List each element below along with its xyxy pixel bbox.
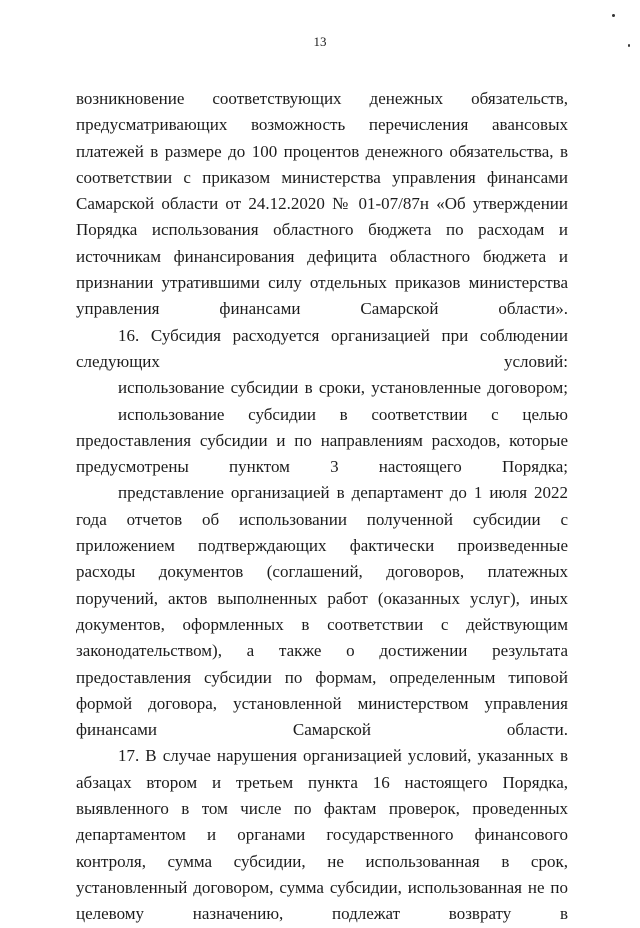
paragraph-condition-3: представление организацией в департамент до 1 июля 2022 года отчетов об использовании полученной субсидии с приложением подтверждающих фактически произведенные расходы документов (соглашений, договоров, платежных поручений, актов выполненных работ (оказанных услуг), иных документов, оформленных в соответствии с действующим законодательством), а также о достижении результата предоставления субсидии по формам, определенным типовой формой договора, установленной министерством управления финансами Самарской области. [76,483,568,740]
scan-speck [628,44,630,47]
paragraph-condition-2: использование субсидии в соответствии с целью предоставления субсидии и по направлениям расходов, которые предусмотрены пунктом 3 настоящего Порядка; [76,404,568,477]
paragraph-item-16: 16. Субсидия расходуется организацией при соблюдении следующих условий: [76,325,568,371]
page-number: 13 [313,34,327,49]
document-body [76,86,568,928]
paragraph-item-17: 17. В случае нарушения организацией условий, указанных в абзацах втором и третьем пункта 16 настоящего Порядка, выявленного в том числе по фактам проверок, проведенных департаментом и органами государственного финансового контроля, сумма субсидии, не использованная в срок, установленный договором, сумма субсидии, использованная не по целевому назначению, подлежат возврату в [76,746,568,924]
paragraph-condition-1: использование субсидии в сроки, установленные договором; [118,378,568,398]
scan-speck [612,14,615,17]
paragraph-continued: возникновение соответствующих денежных обязательств, предусматривающих возможность перечисления авансовых платежей в размере до 100 процентов денежного обязательства, в соответствии с приказом министерства управления финансами Самарской области от 24.12.2020 № 01-07/87н «Об утверждении Порядка использования областного бюджета по расходам и источникам финансирования дефицита областного бюджета и признании утратившими силу отдельных приказов министерства управления финансами Самарской области». [76,89,568,319]
